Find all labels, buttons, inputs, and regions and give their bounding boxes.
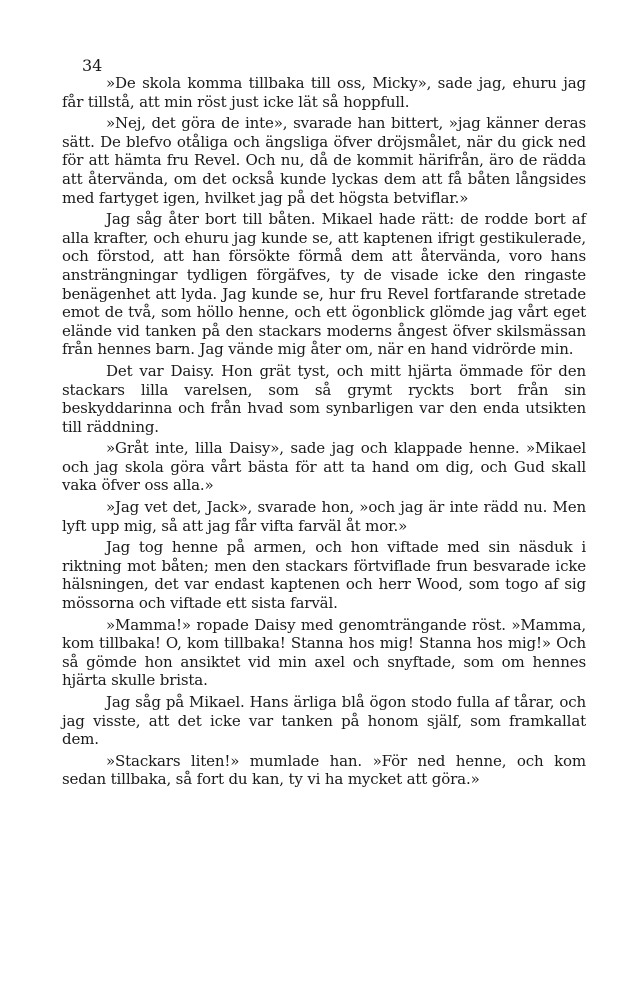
body-text — [62, 74, 586, 792]
paragraph: Jag såg på Mikael. Hans ärliga blå ögon stodo fulla af tårar, och jag visste, att det icke var tanken på honom själf, som framkallat dem. — [62, 693, 586, 749]
paragraph: Det var Daisy. Hon grät tyst, och mitt hjärta ömmade för den stackars lilla varelsen, som så grymt ryckts bort från sin beskyddarinna och från hvad som synbarligen var den enda utsikten till räddning. — [62, 361, 586, 436]
paragraph: »Nej, det göra de inte», svarade han bittert, »jag känner deras sätt. De blefvo otåliga och ängsliga öfver dröjsmålet, när du gick ned för att hämta fru Revel. Och nu, då de kommit härifrån, äro de rädda att återvända, om det också kunde lyckas dem att få båten långsides med fartyget igen, hvilket jag på det högsta betviflar.» — [62, 114, 586, 207]
paragraph: »Mamma!» ropade Daisy med genomträngande röst. »Mamma, kom tillbaka! O, kom tillbaka! Stanna hos mig! Stanna hos mig!» Och så gömde hon ansiktet vid min axel och snyftade, som om hennes hjärta skulle brista. — [62, 615, 586, 690]
paragraph: Jag såg åter bort till båten. Mikael hade rätt: de rodde bort af alla krafter, och ehuru jag kunde se, att kaptenen ifrigt gestikulerade, och förstod, att han försökte förmå dem att återvända, voro hans ansträngningar tydligen förgäfves, ty de visade icke den ringaste benägenhet att lyda. Jag kunde se, hur fru Revel fortfarande stretade emot de två, som höllo henne, och ett ögonblick glömde jag vårt eget elände vid tanken på den stackars moderns ångest öfver skilsmässan från hennes barn. Jag vände mig åter om, när en hand vidrörde min. — [62, 210, 586, 359]
paragraph: »Jag vet det, Jack», svarade hon, »och jag är inte rädd nu. Men lyft upp mig, så att jag får vifta farväl åt mor.» — [62, 498, 586, 535]
paragraph: Jag tog henne på armen, och hon viftade med sin näsduk i riktning mot båten; men den stackars förtviflade frun besvarade icke hälsningen, det var endast kaptenen och herr Wood, som togo af sig mössorna och viftade ett sista farväl. — [62, 538, 586, 613]
page-number: 34 — [82, 56, 103, 75]
paragraph: »Gråt inte, lilla Daisy», sade jag och klappade henne. »Mikael och jag skola göra vårt bästa för att ta hand om dig, och Gud skall vaka öfver oss alla.» — [62, 439, 586, 495]
paragraph: »De skola komma tillbaka till oss, Micky», sade jag, ehuru jag får tillstå, att min röst just icke lät så hoppfull. — [62, 74, 586, 111]
paragraph: »Stackars liten!» mumlade han. »För ned henne, och kom sedan tillbaka, så fort du kan, ty vi ha mycket att göra.» — [62, 751, 586, 789]
